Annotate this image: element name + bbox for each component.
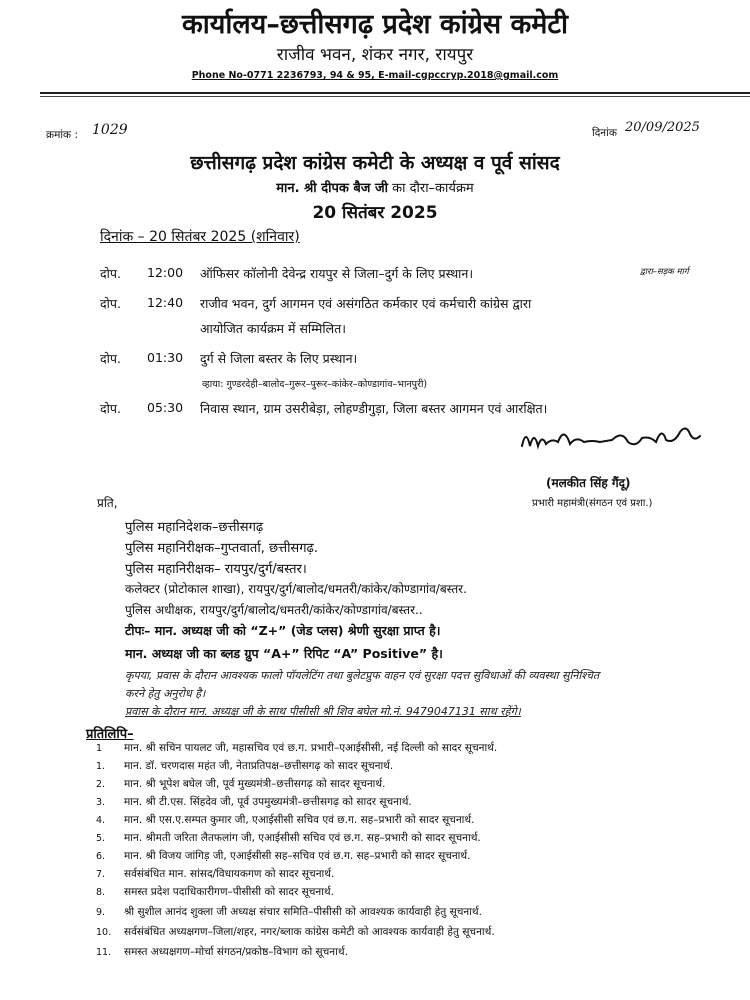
row1-time: 12:00 bbox=[147, 265, 184, 280]
signature-image bbox=[518, 418, 703, 460]
copy-text: समस्त अध्यक्षगण–मोर्चा संगठन/प्रकोष्ठ–विभाग को सूचनार्थ. bbox=[124, 946, 348, 958]
row1-note: द्वारा–सड़क मार्ग bbox=[640, 267, 689, 277]
row3-text: दुर्ग से जिला बस्तर के लिए प्रस्थान। bbox=[200, 351, 358, 366]
copy-text: मान. श्री टी.एस. सिंहदेव जी, पूर्व उपमुख्यमंत्री–छत्तीसगढ़ को सादर सूचनार्थ. bbox=[124, 796, 412, 808]
copy-number: 3. bbox=[96, 797, 106, 808]
letterhead-title: कार्यालय–छत्तीसगढ़ प्रदेश कांग्रेस कमेटी bbox=[181, 9, 569, 40]
blood-group-note: मान. अध्यक्ष जी का ब्लड ग्रुप “A+” रिपिट “A” Positive” है। bbox=[125, 646, 443, 661]
copy-number: 8. bbox=[96, 887, 106, 898]
document-date: 20 सितंबर 2025 bbox=[312, 203, 438, 223]
copy-number: 1. bbox=[96, 761, 106, 772]
header-rule-thin bbox=[40, 96, 750, 97]
recipient-item: पुलिस महानिदेशक–छत्तीसगढ़ bbox=[125, 520, 264, 535]
document-title: छत्तीसगढ़ प्रदेश कांग्रेस कमेटी के अध्यक्ष व पूर्व सांसद bbox=[190, 152, 560, 174]
row3-time: 01:30 bbox=[147, 350, 184, 365]
date-label: दिनांक bbox=[592, 127, 617, 139]
row2-text-cont: आयोजित कार्यक्रम में सम्मिलित। bbox=[200, 321, 346, 336]
letterhead-address: राजीव भवन, शंकर नगर, रायपुर bbox=[276, 45, 474, 65]
row4-time: 05:30 bbox=[147, 400, 184, 415]
row1-text: ऑफिसर कॉलोनी देवेन्द्र रायपुर से जिला–दुर्ग के लिए प्रस्थान। bbox=[200, 266, 474, 281]
subtitle-name: मान. श्री दीपक बैज जी bbox=[276, 181, 388, 196]
ref-number: 1029 bbox=[92, 122, 128, 138]
day-heading: दिनांक – 20 सितंबर 2025 (शनिवार) bbox=[100, 229, 300, 245]
copy-number: 11. bbox=[96, 947, 112, 958]
copy-text: मान. श्री भूपेश बघेल जी, पूर्व मुख्यमंत्री–छत्तीसगढ़ को सादर सूचनार्थ. bbox=[124, 778, 386, 790]
row2-text: राजीव भवन, दुर्ग आगमन एवं असंगठित कर्मकार एवं कर्मचारी कांग्रेस द्वारा bbox=[200, 296, 532, 311]
document-subtitle bbox=[0, 178, 750, 196]
row4-text: निवास स्थान, ग्राम उसरीबेड़ा, लोहण्डीगुड़ा, जिला बस्तर आगमन एवं आरक्षित। bbox=[200, 401, 548, 416]
copy-number: 1 bbox=[96, 743, 103, 754]
recipient-item: पुलिस महानिरीक्षक–गुप्तवार्ता, छत्तीसगढ़. bbox=[125, 541, 318, 556]
copy-number: 7. bbox=[96, 869, 106, 880]
signatory-name: (मलकीत सिंह गैंदू) bbox=[546, 476, 631, 490]
row3-via: व्हाया: गुण्डरदेही–बालोद–गुरूर–पुरूर–कांकेर–कोण्डागांव–भानपुरी) bbox=[202, 379, 428, 390]
header-rule bbox=[40, 92, 750, 94]
request-line-3: प्रवास के दौरान मान. अध्यक्ष जी के साथ पीसीसी श्री शिव बघेल मो.नं. 9479047131 साथ रहेंगे। bbox=[125, 705, 521, 718]
subtitle-rest: का दौरा–कार्यक्रम bbox=[392, 181, 474, 196]
copy-number: 6. bbox=[96, 851, 106, 862]
to-label: प्रति, bbox=[97, 496, 118, 510]
copy-text: मान. श्री विजय जांगिड़ जी, एआईसीसी सह–सचिव एवं छ.ग. सह–प्रभारी को सादर सूचनार्थ. bbox=[124, 850, 471, 862]
copy-text: श्री सुशील आनंद शुक्ला जी अध्यक्ष संचार समिति–पीसीसी को आवश्यक कार्यवाही हेतु सूचनार्थ. bbox=[124, 906, 482, 918]
copy-text: मान. श्रीमती जरिता लैतफलांग जी, एआईसीसी सचिव एवं छ.ग. सह–प्रभारी को सादर सूचनार्थ. bbox=[124, 832, 481, 844]
copy-text: मान. श्री सचिन पायलट जी, महासचिव एवं छ.ग. प्रभारी–एआईसीसी, नई दिल्ली को सादर सूचनार्थ. bbox=[124, 742, 498, 754]
row2-time: 12:40 bbox=[147, 295, 184, 310]
row4-period: दोप. bbox=[100, 401, 121, 416]
copy-number: 4. bbox=[96, 815, 106, 826]
date-value: 20/09/2025 bbox=[625, 120, 700, 135]
copy-number: 2. bbox=[96, 779, 106, 790]
request-line-1: कृपया, प्रवास के दौरान आवश्यक फालो पॉयलेटिंग तथा बुलेटप्रुफ वाहन एवं सुरक्षा पदत्त सुविधाओं की व्यवस्था सुनिश्चित bbox=[125, 669, 600, 682]
copy-text: सर्वसंबंधित अध्यक्षगण–जिला/शहर, नगर/ब्लाक कांग्रेस कमेटी को आवश्यक कार्यवाही हेतु सूचनार्थ. bbox=[124, 926, 495, 938]
recipient-item: कलेक्टर (प्रोटोकाल शाखा), रायपुर/दुर्ग/बालोद/धमतरी/कांकेर/कोण्डागांव/बस्तर. bbox=[125, 582, 467, 596]
copy-text: समस्त प्रदेश पदाधिकारीगण–पीसीसी को सादर सूचनार्थ. bbox=[124, 886, 334, 898]
recipient-item: पुलिस महानिरीक्षक– रायपुर/दुर्ग/बस्तर। bbox=[125, 562, 307, 577]
copy-number: 9. bbox=[96, 907, 106, 918]
copy-number: 10. bbox=[96, 927, 112, 938]
row1-period: दोप. bbox=[100, 266, 121, 281]
ref-label: क्रमांक : bbox=[46, 129, 79, 141]
row3-period: दोप. bbox=[100, 351, 121, 366]
letterhead-contact: Phone No-0771 2236793, 94 & 95, E-mail-cgpccryp.2018@gmail.com bbox=[191, 70, 559, 81]
signatory-designation: प्रभारी महामंत्री(संगठन एवं प्रशा.) bbox=[532, 498, 653, 509]
request-line-2: करने हेतु अनुरोध है। bbox=[125, 687, 206, 700]
copy-text: सर्वसंबंधित मान. सांसद/विधायकगण को सादर सूचनार्थ. bbox=[124, 868, 335, 880]
recipient-item: पुलिस अधीक्षक, रायपुर/दुर्ग/बालोद/धमतरी/कांकेर/कोण्डागांव/बस्तर.. bbox=[125, 603, 423, 617]
copies-heading: प्रतिलिपि– bbox=[86, 727, 134, 742]
copy-text: मान. डॉ. चरणदास महंत जी, नेताप्रतिपक्ष–छत्तीसगढ़ को सादर सूचनार्थ. bbox=[124, 760, 394, 772]
row2-period: दोप. bbox=[100, 296, 121, 311]
copy-text: मान. श्री एस.ए.सम्पत कुमार जी, एआईसीसी सचिव एवं छ.ग. सह–प्रभारी को सादर सूचनार्थ. bbox=[124, 814, 475, 826]
security-note: टीपः– मान. अध्यक्ष जी को “Z+” (जेड प्लस) श्रेणी सुरक्षा प्राप्त है। bbox=[125, 623, 441, 638]
copy-number: 5. bbox=[96, 833, 106, 844]
